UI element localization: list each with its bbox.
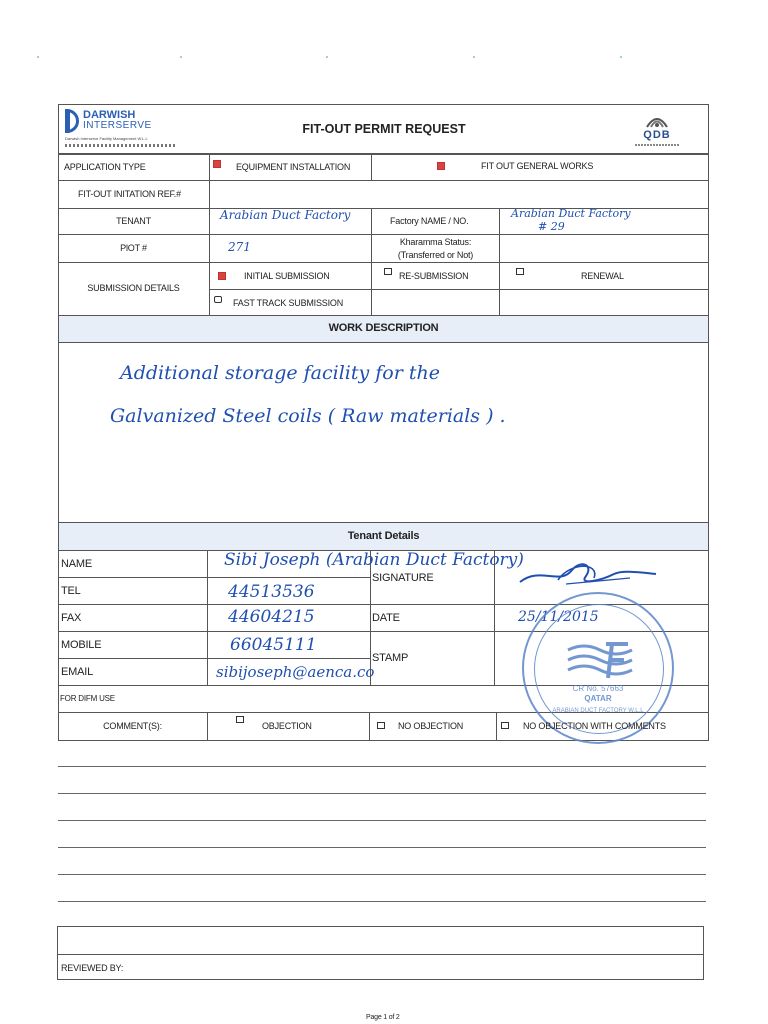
stamp-logo-icon bbox=[564, 640, 634, 680]
form-header bbox=[58, 104, 709, 154]
name-value[interactable]: Sibi Joseph (Arabian Duct Factory) bbox=[224, 550, 524, 570]
logo-d-icon bbox=[65, 109, 79, 133]
date-label: DATE bbox=[372, 612, 400, 624]
tenant-details-heading: Tenant Details bbox=[347, 530, 420, 542]
plot-label: PlOT # bbox=[120, 243, 147, 253]
tel-value[interactable]: 44513536 bbox=[228, 582, 315, 602]
plot-value[interactable]: 271 bbox=[228, 240, 251, 254]
mobile-label: MOBILE bbox=[61, 639, 102, 651]
re-submission-checkbox[interactable] bbox=[384, 268, 392, 275]
application-type-label: APPLICATION TYPE bbox=[64, 162, 146, 172]
darwish-logo bbox=[65, 109, 195, 149]
stamp-label: STAMP bbox=[372, 652, 409, 664]
renewal-label: RENEWAL bbox=[581, 271, 624, 281]
fax-value[interactable]: 44604215 bbox=[228, 607, 315, 627]
kharamma-label-2: (Transferred or Not) bbox=[397, 250, 474, 260]
qdb-subline bbox=[635, 144, 679, 146]
qdb-emblem-icon bbox=[625, 111, 689, 131]
email-value[interactable]: sibijoseph@aenca.co bbox=[216, 663, 375, 681]
fast-track-checkbox[interactable] bbox=[214, 296, 222, 303]
stamp-country-text: QATAR bbox=[584, 694, 612, 703]
factory-value-line1[interactable]: Arabian Duct Factory bbox=[511, 207, 631, 220]
objection-checkbox[interactable] bbox=[236, 716, 244, 723]
page-number: Page 1 of 2 bbox=[366, 1014, 400, 1021]
logo-small-text: Darwish Interserve Facility Management W.L.L bbox=[65, 136, 148, 141]
no-objection-comments-checkbox[interactable] bbox=[501, 722, 509, 729]
reviewed-by-signature-field[interactable] bbox=[59, 928, 702, 953]
qdb-text: QDB bbox=[643, 129, 671, 141]
page-title: FIT-OUT PERMIT REQUEST bbox=[302, 122, 466, 136]
scan-dot bbox=[326, 56, 328, 58]
tenant-value[interactable]: Arabian Duct Factory bbox=[220, 208, 351, 222]
stamp-cr-text: CR No. 57663 bbox=[572, 684, 624, 693]
name-label: NAME bbox=[61, 558, 92, 570]
equipment-installation-label: EQUIPMENT INSTALLATION bbox=[236, 162, 351, 172]
no-objection-label: NO OBJECTION bbox=[398, 721, 464, 731]
qdb-logo bbox=[625, 111, 689, 149]
kharamma-label-1: Kharamma Status: bbox=[399, 237, 472, 247]
comments-label: COMMENT(S): bbox=[103, 721, 162, 731]
fast-track-label: FAST TRACK SUBMISSION bbox=[233, 298, 343, 308]
reviewed-by-label: REVIEWED BY: bbox=[61, 963, 124, 973]
stamp-company-text: ARABIAN DUCT FACTORY W.L.L bbox=[552, 708, 644, 714]
fitout-general-label: FIT OUT GENERAL WORKS bbox=[481, 161, 594, 171]
factory-label: Factory NAME / NO. bbox=[390, 216, 469, 226]
tel-label: TEL bbox=[61, 585, 81, 597]
signature-image bbox=[510, 556, 660, 590]
initial-submission-checkbox[interactable] bbox=[218, 272, 226, 280]
scan-dot bbox=[473, 56, 475, 58]
re-submission-label: RE-SUBMISSION bbox=[399, 271, 469, 281]
no-objection-comments-label: NO OBJECTION WITH COMMENTS bbox=[523, 721, 666, 731]
fax-label: FAX bbox=[61, 612, 82, 624]
initiation-ref-field[interactable] bbox=[210, 181, 707, 207]
initial-submission-label: INITIAL SUBMISSION bbox=[244, 271, 330, 281]
work-description-line2[interactable]: Galvanized Steel coils ( Raw materials ) . bbox=[110, 405, 506, 427]
submission-details-label: SUBMISSION DETAILS bbox=[87, 283, 180, 293]
logo-sub-text: INTERSERVE bbox=[83, 120, 152, 131]
scan-dot bbox=[180, 56, 182, 58]
renewal-checkbox[interactable] bbox=[516, 268, 524, 275]
objection-label: OBJECTION bbox=[262, 721, 312, 731]
fitout-general-checkbox[interactable] bbox=[437, 162, 445, 170]
scan-dot bbox=[37, 56, 39, 58]
scan-dot bbox=[620, 56, 622, 58]
logo-arabic-line bbox=[65, 144, 177, 147]
equipment-installation-checkbox[interactable] bbox=[213, 160, 221, 168]
work-description-line1[interactable]: Additional storage facility for the bbox=[120, 362, 440, 384]
date-value[interactable]: 25/11/2015 bbox=[518, 609, 599, 625]
factory-value-line2[interactable]: # 29 bbox=[538, 220, 565, 233]
logo-main-text: DARWISH bbox=[83, 109, 136, 121]
tenant-label: TENANT bbox=[116, 216, 151, 226]
work-description-heading: WORK DESCRIPTION bbox=[328, 322, 439, 334]
initiation-ref-label: FIT-OUT INITATION REF.# bbox=[78, 189, 181, 199]
email-label: EMAIL bbox=[61, 666, 94, 678]
no-objection-checkbox[interactable] bbox=[377, 722, 385, 729]
signature-label: SIGNATURE bbox=[372, 572, 434, 584]
kharamma-field[interactable] bbox=[500, 235, 707, 261]
mobile-value[interactable]: 66045111 bbox=[230, 635, 317, 655]
reviewed-by-box bbox=[57, 926, 704, 980]
difm-use-label: FOR DIFM USE bbox=[60, 694, 115, 703]
